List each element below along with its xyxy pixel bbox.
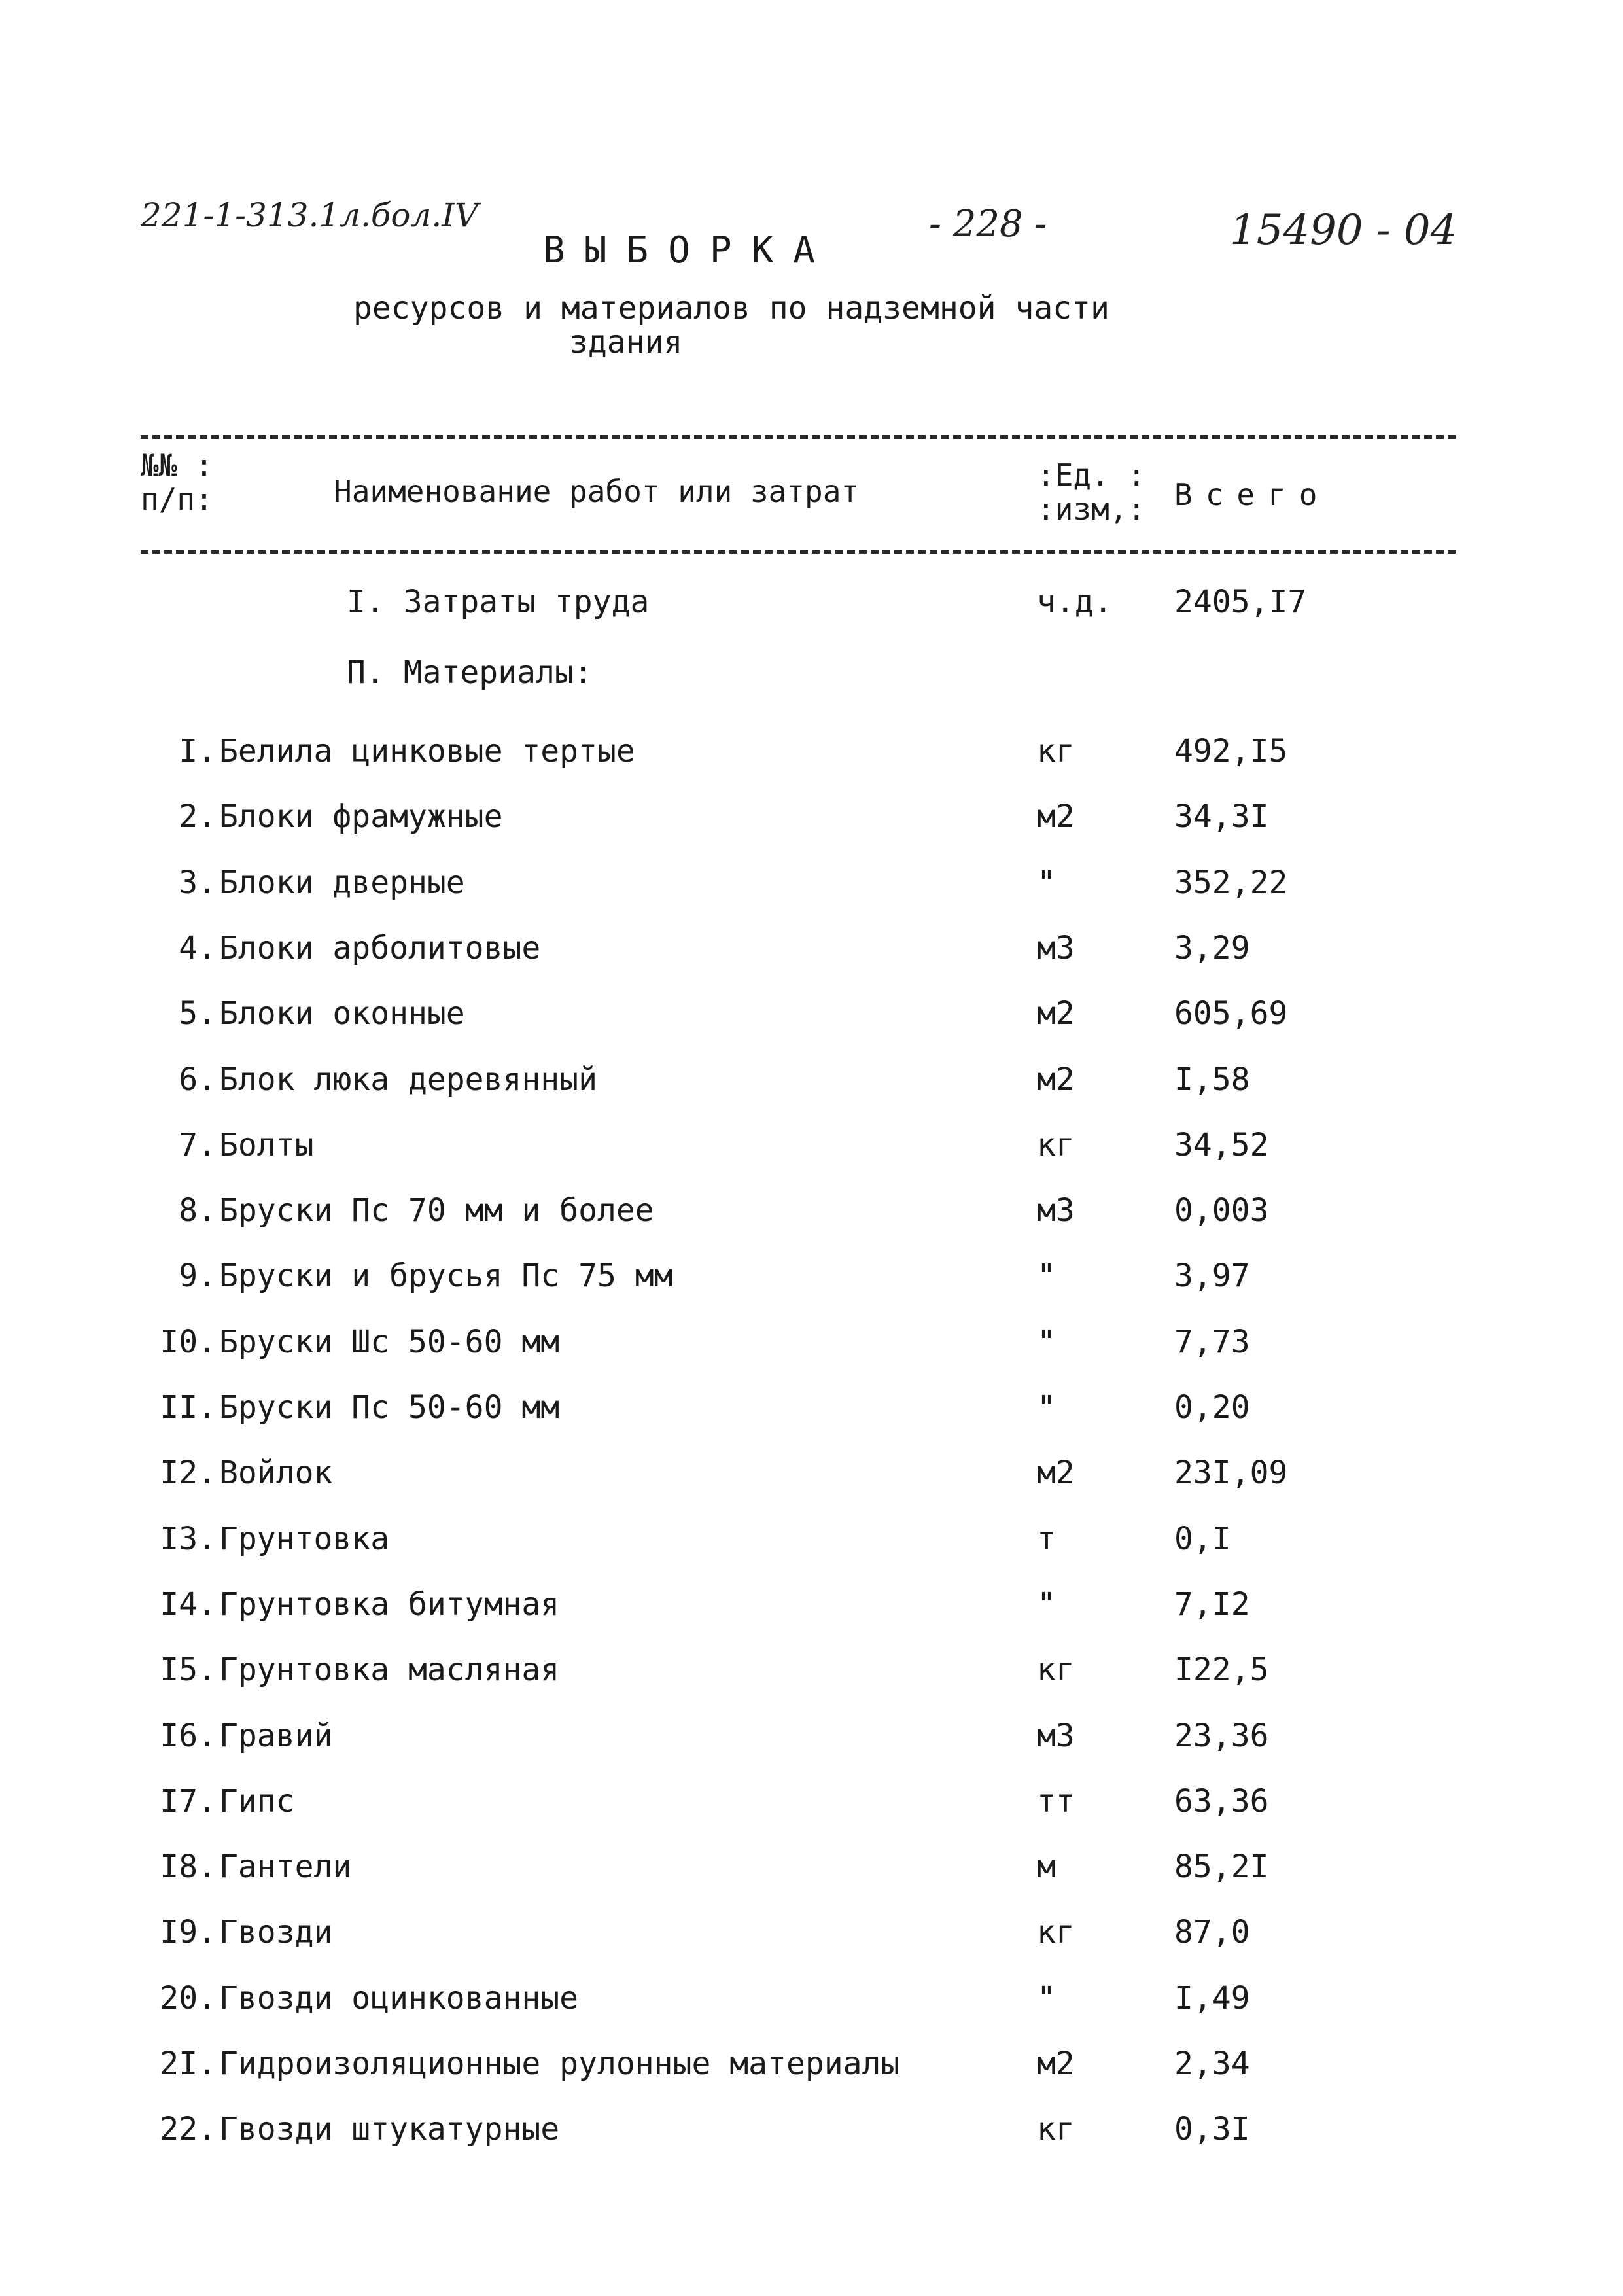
page-subtitle — [353, 291, 1109, 359]
row-unit: кг — [1037, 1127, 1075, 1163]
row-number: 8. — [179, 1192, 217, 1229]
row-unit: м3 — [1037, 1192, 1075, 1229]
row-name: Блоки дверные — [219, 864, 465, 901]
table-row — [0, 994, 1623, 1053]
table-row — [0, 928, 1623, 987]
row-unit: " — [1037, 1586, 1056, 1623]
row-total: 34,52 — [1174, 1127, 1269, 1163]
table-row — [0, 1453, 1623, 1512]
table-row — [0, 732, 1623, 790]
row-number: I8. — [160, 1848, 217, 1885]
row-unit: м2 — [1037, 1455, 1075, 1491]
table-row — [0, 1847, 1623, 1906]
row-total: I,49 — [1174, 1980, 1250, 2017]
table-row — [0, 1322, 1623, 1381]
table-row — [0, 1913, 1623, 1971]
row-name: Гипс — [219, 1783, 295, 1820]
row-number: 22. — [160, 2111, 217, 2147]
row-name: Бруски Пс 70 мм и более — [219, 1192, 654, 1229]
row-unit: " — [1037, 1324, 1056, 1360]
row-number: I3. — [160, 1521, 217, 1557]
row-number: I7. — [160, 1783, 217, 1820]
row-unit: м2 — [1037, 798, 1075, 835]
row-number: I4. — [160, 1586, 217, 1623]
table-row — [0, 1585, 1623, 1644]
section-total: 2405,I7 — [1174, 584, 1307, 620]
row-total: 0,I — [1174, 1521, 1231, 1557]
row-unit: м2 — [1037, 2045, 1075, 2082]
row-name: Грунтовка масляная — [219, 1651, 560, 1688]
row-unit: кг — [1037, 2111, 1075, 2147]
row-name: Гидроизоляционные рулонные материалы — [219, 2045, 900, 2082]
row-unit: м3 — [1037, 1718, 1075, 1754]
row-number: I. — [179, 733, 217, 769]
row-total: 605,69 — [1174, 995, 1288, 1032]
row-name: Грунтовка битумная — [219, 1586, 560, 1623]
row-unit: " — [1037, 864, 1056, 901]
row-name: Блоки фрамужные — [219, 798, 503, 835]
row-total: 3,29 — [1174, 930, 1250, 966]
row-name: Бруски Шс 50-60 мм — [219, 1324, 560, 1360]
row-unit: м2 — [1037, 995, 1075, 1032]
row-number: 20. — [160, 1980, 217, 2017]
row-number: I2. — [160, 1455, 217, 1491]
archive-number: 15490 - 04 — [1230, 206, 1457, 255]
row-total: 2,34 — [1174, 2045, 1250, 2082]
row-unit: " — [1037, 1389, 1056, 1426]
row-name: Гантели — [219, 1848, 352, 1885]
table-row — [0, 1191, 1623, 1250]
page-number: - 228 - — [929, 203, 1047, 245]
table-row — [0, 863, 1623, 922]
row-name: Войлок — [219, 1455, 333, 1491]
row-number: 5. — [179, 995, 217, 1032]
table-row — [0, 1388, 1623, 1447]
subtitle-line-1: ресурсов и материалов по надземной части — [353, 290, 1109, 327]
row-name: Бруски Пс 50-60 мм — [219, 1389, 560, 1426]
table-row — [0, 1060, 1623, 1119]
column-header-total: Всего — [1174, 477, 1331, 512]
row-unit: м2 — [1037, 1061, 1075, 1098]
row-unit: м — [1037, 1848, 1056, 1885]
column-header-unit: :Ед. : :изм,: — [1037, 457, 1146, 527]
section-row — [0, 582, 1623, 641]
document-code: 221-1-313.1л.бол.IV — [141, 196, 479, 234]
row-unit: кг — [1037, 733, 1075, 769]
table-row — [0, 1519, 1623, 1578]
row-name: Блоки арболитовые — [219, 930, 541, 966]
row-number: I0. — [160, 1324, 217, 1360]
row-name: Болты — [219, 1127, 314, 1163]
row-number: 7. — [179, 1127, 217, 1163]
row-unit: тт — [1037, 1783, 1075, 1820]
row-name: Грунтовка — [219, 1521, 390, 1557]
row-total: I,58 — [1174, 1061, 1250, 1098]
row-number: 6. — [179, 1061, 217, 1098]
row-name: Гвозди — [219, 1914, 333, 1951]
row-total: I22,5 — [1174, 1651, 1269, 1688]
row-total: 7,I2 — [1174, 1586, 1250, 1623]
row-number: 4. — [179, 930, 217, 966]
row-total: 23,36 — [1174, 1718, 1269, 1754]
section-row — [0, 653, 1623, 712]
row-name: Блок люка деревянный — [219, 1061, 597, 1098]
row-name: Гравий — [219, 1718, 333, 1754]
row-unit: " — [1037, 1980, 1056, 2017]
row-total: 34,3I — [1174, 798, 1269, 835]
row-total: 85,2I — [1174, 1848, 1269, 1885]
row-name: Белила цинковые тертые — [219, 733, 635, 769]
row-unit: кг — [1037, 1651, 1075, 1688]
row-total: 23I,09 — [1174, 1455, 1288, 1491]
table-row — [0, 1782, 1623, 1841]
row-unit: т — [1037, 1521, 1056, 1557]
table-row — [0, 1256, 1623, 1315]
table-row — [0, 797, 1623, 856]
row-name: Гвозди штукатурные — [219, 2111, 560, 2147]
row-number: 9. — [179, 1258, 217, 1294]
row-number: 2I. — [160, 2045, 217, 2082]
row-total: 352,22 — [1174, 864, 1288, 901]
row-number: II. — [160, 1389, 217, 1426]
table-header-rule — [141, 550, 1456, 554]
section-label: П. Материалы: — [347, 654, 593, 691]
subtitle-line-2: здания — [569, 324, 683, 361]
table-row — [0, 2044, 1623, 2103]
row-number: 2. — [179, 798, 217, 835]
table-top-rule — [141, 435, 1456, 439]
row-number: I6. — [160, 1718, 217, 1754]
row-total: 63,36 — [1174, 1783, 1269, 1820]
table-row — [0, 1650, 1623, 1709]
section-label: I. Затраты труда — [347, 584, 650, 620]
row-total: 87,0 — [1174, 1914, 1250, 1951]
table-row — [0, 1125, 1623, 1184]
row-total: 0,20 — [1174, 1389, 1250, 1426]
page-title: ВЫБОРКА — [543, 229, 835, 272]
table-row — [0, 2110, 1623, 2168]
row-unit: кг — [1037, 1914, 1075, 1951]
row-number: 3. — [179, 864, 217, 901]
section-unit: ч.д. — [1037, 584, 1113, 620]
row-total: 0,3I — [1174, 2111, 1250, 2147]
row-total: 7,73 — [1174, 1324, 1250, 1360]
table-row — [0, 1716, 1623, 1775]
table-row — [0, 1979, 1623, 2038]
row-name: Бруски и брусья Пс 75 мм — [219, 1258, 673, 1294]
row-number: I5. — [160, 1651, 217, 1688]
row-unit: " — [1037, 1258, 1056, 1294]
row-total: 3,97 — [1174, 1258, 1250, 1294]
row-total: 492,I5 — [1174, 733, 1288, 769]
row-total: 0,003 — [1174, 1192, 1269, 1229]
row-unit: м3 — [1037, 930, 1075, 966]
row-name: Гвозди оцинкованные — [219, 1980, 579, 2017]
column-header-number: №№ : п/п: — [141, 448, 213, 517]
column-header-name: Наименование работ или затрат — [334, 474, 860, 509]
row-number: I9. — [160, 1914, 217, 1951]
row-name: Блоки оконные — [219, 995, 465, 1032]
